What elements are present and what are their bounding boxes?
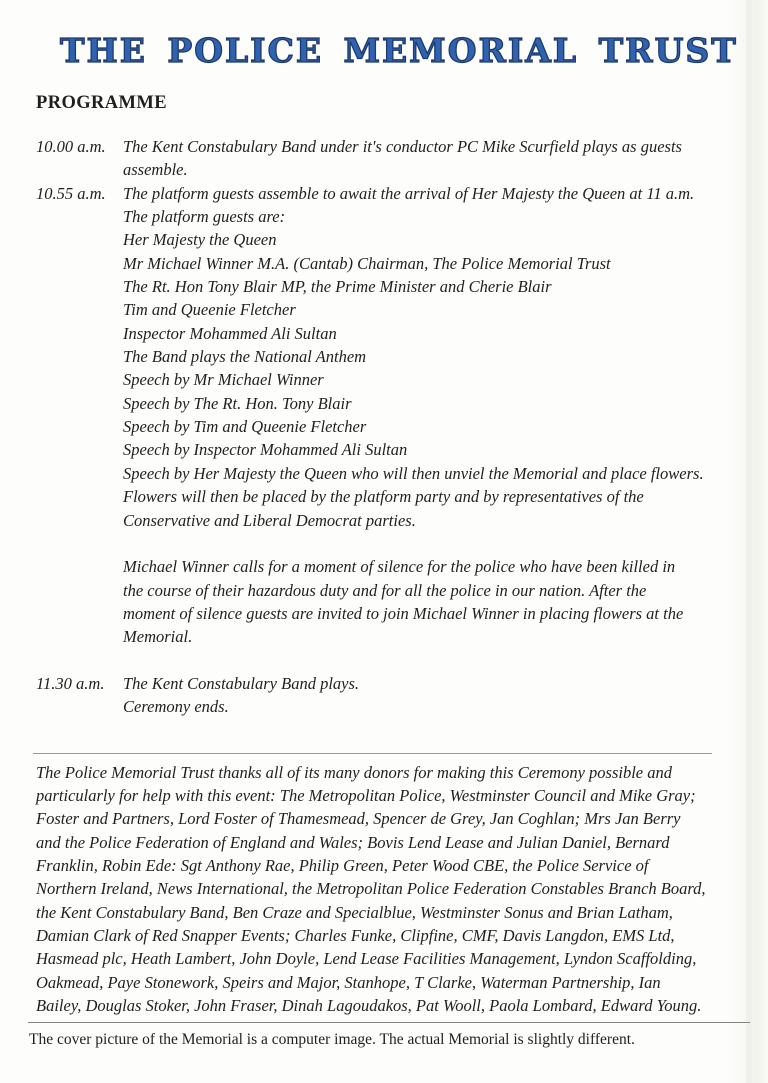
- acknowledgements-paragraph: [36, 761, 728, 1018]
- event-line: Speech by The Rt. Hon. Tony Blair: [123, 393, 352, 413]
- event-line: The platform guests assemble to await the arrival of Her Majesty the Queen at 11 a.m.: [123, 183, 695, 203]
- page-title: THE POLICE MEMORIAL TRUST: [60, 31, 738, 70]
- time-label: 10.00 a.m.: [36, 137, 106, 156]
- event-line: Tim and Queenie Fletcher: [123, 300, 296, 320]
- event-line: Speech by Inspector Mohammed Ali Sultan: [123, 440, 408, 460]
- event-lines: [123, 182, 728, 649]
- event-line: The platform guests are:: [123, 207, 286, 227]
- acknowledgement-line: Oakmead, Paye Stonework, Speirs and Major, Stanhope, T Clarke, Waterman Partnership, Ian: [36, 972, 661, 992]
- event-line: Speech by Mr Michael Winner: [123, 370, 324, 390]
- programme-heading: PROGRAMME: [36, 93, 168, 113]
- event-line: Her Majesty the Queen: [123, 230, 277, 250]
- time-label: 11.30 a.m.: [36, 673, 105, 693]
- event-line: Mr Michael Winner M.A. (Cantab) Chairman, The Police Memorial Trust: [123, 253, 611, 273]
- programme-schedule: [36, 135, 728, 719]
- schedule-row: [36, 182, 728, 649]
- acknowledgement-line: Northern Ireland, News International, the Metropolitan Police Federation Constables Branch Board,: [36, 879, 706, 899]
- top-divider: [33, 753, 712, 754]
- acknowledgement-line: particularly for help with this event: The Metropolitan Police, Westminster Council and Mike Gray;: [36, 785, 696, 805]
- acknowledgement-line: Hasmead plc, Heath Lambert, John Doyle, Lend Lease Facilities Management, Lyndon Scaffolding,: [36, 949, 697, 969]
- acknowledgement-line: The Police Memorial Trust thanks all of its many donors for making this Ceremony possible and: [36, 762, 672, 782]
- event-line: The Kent Constabulary Band plays.: [123, 673, 360, 693]
- event-line: The Rt. Hon Tony Blair MP, the Prime Minister and Cherie Blair: [123, 277, 552, 297]
- event-line: the course of their hazardous duty and for all the police in our nation. After the: [123, 580, 647, 600]
- event-line: Speech by Tim and Queenie Fletcher: [123, 417, 367, 437]
- event-line: Ceremony ends.: [123, 697, 229, 717]
- acknowledgement-line: Damian Clark of Red Snapper Events; Charles Funke, Clipfine, CMF, Davis Langdon, EMS Ltd,: [36, 926, 675, 945]
- event-lines: [123, 135, 728, 182]
- event-line: moment of silence guests are invited to join Michael Winner in placing flowers at the: [123, 603, 684, 623]
- acknowledgement-line: Franklin, Robin Ede: Sgt Anthony Rae, Philip Green, Peter Wood CBE, the Police Service of: [36, 855, 649, 875]
- cover-footnote: The cover picture of the Memorial is a computer image. The actual Memorial is slightly different.: [29, 1031, 635, 1049]
- schedule-row: [36, 672, 728, 719]
- event-lines: [123, 672, 728, 719]
- event-line: Michael Winner calls for a moment of silence for the police who have been killed in: [123, 557, 676, 577]
- acknowledgement-line: Foster and Partners, Lord Foster of Thamesmead, Spencer de Grey, Jan Coghlan; Mrs Jan Berry: [36, 809, 681, 829]
- event-line: Inspector Mohammed Ali Sultan: [123, 323, 337, 343]
- event-line: Memorial.: [123, 627, 193, 647]
- event-line: Conservative and Liberal Democrat parties.: [123, 510, 416, 530]
- event-line: The Band plays the National Anthem: [123, 347, 367, 367]
- event-line: The Kent Constabulary Band under it's conductor PC Mike Scurfield plays as guests: [123, 137, 682, 156]
- time-label: 10.55 a.m.: [36, 183, 106, 203]
- acknowledgement-line: the Kent Constabulary Band, Ben Craze and Specialblue, Westminster Sonus and Brian Latham,: [36, 902, 673, 922]
- acknowledgement-line: and the Police Federation of England and Wales; Bovis Lend Lease and Julian Daniel, Bernard: [36, 832, 670, 852]
- event-line: Flowers will then be placed by the platform party and by representatives of the: [123, 487, 644, 507]
- acknowledgement-line: Bailey, Douglas Stoker, John Fraser, Dinah Lagoudakos, Pat Wooll, Paola Lombard, Edward Young.: [36, 996, 702, 1016]
- event-line: Speech by Her Majesty the Queen who will then unviel the Memorial and place flowers.: [123, 463, 704, 483]
- bottom-divider: [28, 1022, 750, 1023]
- schedule-row: [36, 135, 728, 182]
- event-line: assemble.: [123, 160, 188, 180]
